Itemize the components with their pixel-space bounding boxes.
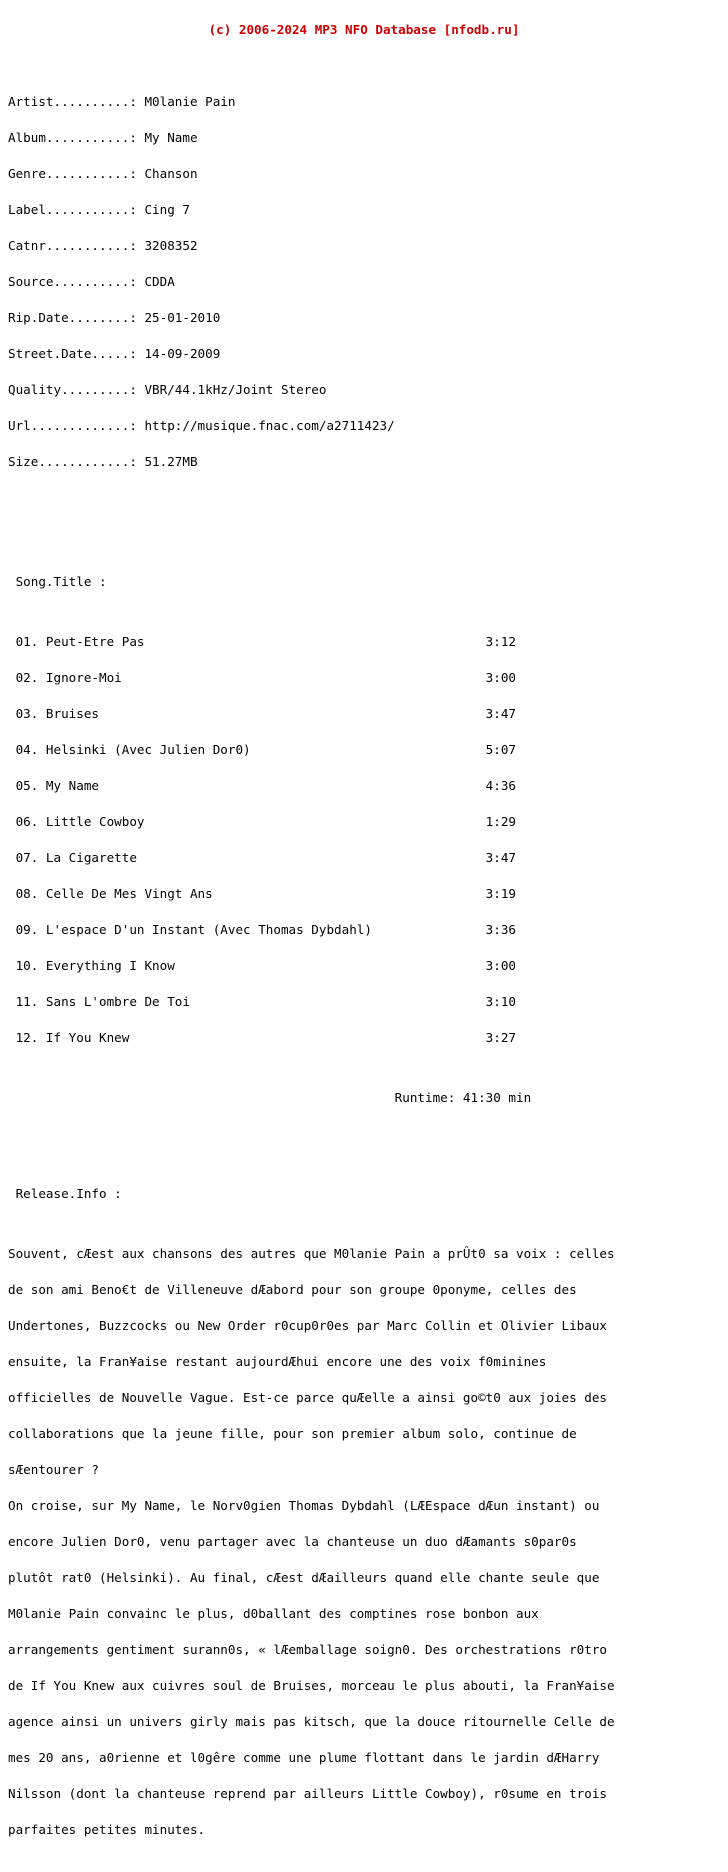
release-info-line: encore Julien Dor0, venu partager avec la chanteuse un duo dÆamants s0par0s — [8, 1534, 577, 1549]
track-row: 02. Ignore-Moi 3:00 — [8, 670, 516, 685]
release-info-line: parfaites petites minutes. — [8, 1822, 206, 1837]
album-line: Album...........: My Name — [8, 130, 198, 145]
track-row: 10. Everything I Know 3:00 — [8, 958, 516, 973]
track-row: 11. Sans L'ombre De Toi 3:10 — [8, 994, 516, 1009]
genre-line: Genre...........: Chanson — [8, 166, 198, 181]
track-row: 07. La Cigarette 3:47 — [8, 850, 516, 865]
track-row: 09. L'espace D'un Instant (Avec Thomas Dybdahl) 3:36 — [8, 922, 516, 937]
track-row: 05. My Name 4:36 — [8, 778, 516, 793]
song-title-heading: Song.Title : — [8, 574, 107, 589]
track-row: 08. Celle De Mes Vingt Ans 3:19 — [8, 886, 516, 901]
nfo-document — [8, 0, 720, 1872]
release-info-line: M0lanie Pain convainc le plus, d0ballant des comptines rose bonbon aux — [8, 1606, 539, 1621]
quality-line: Quality.........: VBR/44.1kHz/Joint Stereo — [8, 382, 327, 397]
release-info-line: mes 20 ans, a0rienne et l0gêre comme une plume flottant dans le jardin dÆHarry — [8, 1750, 600, 1765]
catnr-line: Catnr...........: 3208352 — [8, 238, 198, 253]
release-info-line: sÆentourer ? — [8, 1462, 99, 1477]
release-info-line: collaborations que la jeune fille, pour son premier album solo, continue de — [8, 1426, 577, 1441]
release-info-text — [8, 1224, 720, 1860]
release-info-line: Nilsson (dont la chanteuse reprend par ailleurs Little Cowboy), r0sume en trois — [8, 1786, 607, 1801]
source-line: Source..........: CDDA — [8, 274, 175, 289]
artist-line: Artist..........: M0lanie Pain — [8, 94, 236, 109]
release-info-line: ensuite, la Fran¥aise restant aujourdÆhui encore une des voix f0minines — [8, 1354, 547, 1369]
release-info-line: On croise, sur My Name, le Norv0gien Thomas Dybdahl (LÆEspace dÆun instant) ou — [8, 1498, 600, 1513]
release-info-line: officielles de Nouvelle Vague. Est-ce parce quÆelle a ainsi go©t0 aux joies des — [8, 1390, 607, 1405]
release-info-heading: Release.Info : — [8, 1186, 122, 1201]
release-info-line: Souvent, cÆest aux chansons des autres que M0lanie Pain a prÛt0 sa voix : celles — [8, 1246, 615, 1261]
track-row: 03. Bruises 3:47 — [8, 706, 516, 721]
track-row: 12. If You Knew 3:27 — [8, 1030, 516, 1045]
release-info-line: Undertones, Buzzcocks ou New Order r0cup0r0es par Marc Collin et Olivier Libaux — [8, 1318, 607, 1333]
release-details — [8, 72, 720, 492]
blank-line — [8, 1140, 720, 1152]
track-row: 06. Little Cowboy 1:29 — [8, 814, 516, 829]
release-info-line: agence ainsi un univers girly mais pas kitsch, que la douce ritournelle Celle de — [8, 1714, 615, 1729]
size-line: Size............: 51.27MB — [8, 454, 198, 469]
street-date-line: Street.Date.....: 14-09-2009 — [8, 346, 221, 361]
track-row: 01. Peut-Etre Pas 3:12 — [8, 634, 516, 649]
release-info-line: de son ami Beno€t de Villeneuve dÆabord pour son groupe 0ponyme, celles des — [8, 1282, 577, 1297]
url-line: Url.............: http://musique.fnac.com/a2711423/ — [8, 418, 395, 433]
release-info-line: arrangements gentiment surann0s, « lÆemballage soign0. Des orchestrations r0tro — [8, 1642, 607, 1657]
release-info-line: plutôt rat0 (Helsinki). Au final, cÆest dÆailleurs quand elle chante seule que — [8, 1570, 600, 1585]
copyright-header: (c) 2006-2024 MP3 NFO Database [nfodb.ru] — [208, 22, 520, 37]
rip-date-line: Rip.Date........: 25-01-2010 — [8, 310, 221, 325]
runtime-line: Runtime: 41:30 min — [8, 1090, 532, 1105]
track-row: 04. Helsinki (Avec Julien Dor0) 5:07 — [8, 742, 516, 757]
label-line: Label...........: Cing 7 — [8, 202, 190, 217]
release-info-line: de If You Knew aux cuivres soul de Bruises, morceau le plus abouti, la Fran¥aise — [8, 1678, 615, 1693]
blank-line — [8, 528, 720, 540]
track-list — [8, 612, 720, 1068]
